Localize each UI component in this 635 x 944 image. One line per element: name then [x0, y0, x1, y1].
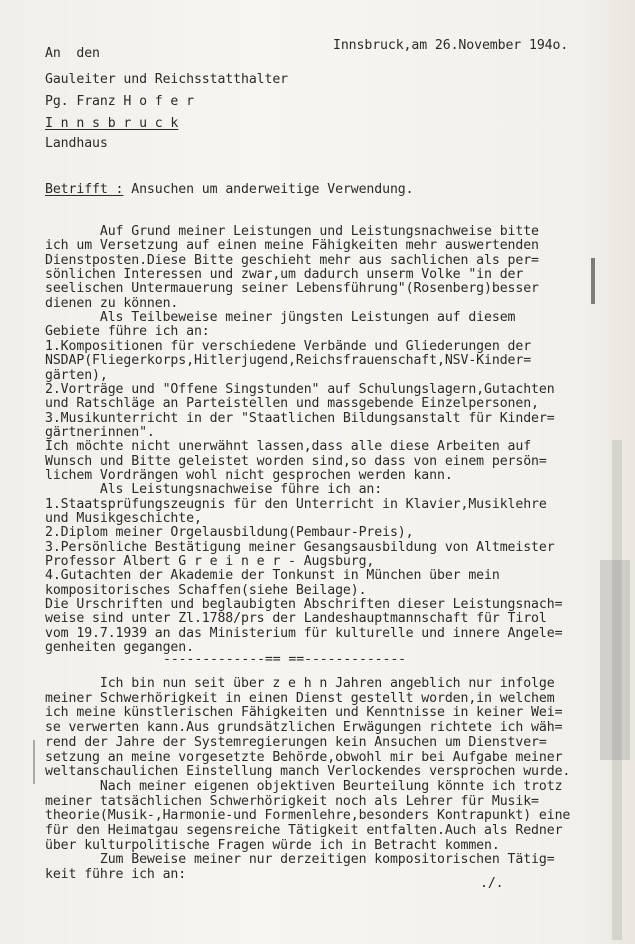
- left-margin-mark: [33, 740, 35, 784]
- body-line: Zum Beweise meiner nur derzeitigen kompositorischen Tätig=: [45, 852, 555, 868]
- body-line: dienen zu können.: [45, 295, 179, 311]
- body-line: Wunsch und Bitte geleistet worden sind,so dass von einem persön=: [45, 453, 547, 469]
- body-line: NSDAP(Fliegerkorps,Hitlerjugend,Reichsfrauenschaft,NSV-Kinder=: [45, 353, 532, 369]
- body-line: meiner Schwerhörigkeit in einen Dienst gestellt worden,in welchem: [45, 690, 555, 706]
- date-line: Innsbruck,am 26.November 194o.: [333, 38, 569, 53]
- body-line: für den Heimatgau segensreiche Tätigkeit entfalten.Auch als Redner: [45, 823, 563, 838]
- body-line: Nach meiner eigenen objektiven Beurteilung könnte ich trotz: [45, 778, 563, 794]
- recipient-city: I n n s b r u c k: [45, 116, 179, 131]
- body-line: ich meine künstlerischen Fähigkeiten und Kenntnisse in keiner Wei=: [45, 705, 563, 721]
- body-line: Die Urschriften und beglaubigten Abschriften dieser Leistungsnach=: [45, 597, 563, 613]
- body-line: Ich möchte nicht unerwähnt lassen,dass alle diese Arbeiten auf: [45, 439, 532, 455]
- body-line: Gebiete führe ich an:: [45, 324, 210, 340]
- body-line: meiner tatsächlichen Schwerhörigkeit noch als Lehrer für Musik=: [45, 793, 539, 809]
- body-line: 1.Kompositionen für verschiedene Verbände und Gliederungen der: [45, 338, 532, 354]
- body-line: se verwerten kann.Aus grundsätzlichen Erwägungen richtete ich wäh=: [45, 720, 563, 736]
- salutation-an: An den: [45, 46, 100, 61]
- body-line: Als Leistungsnachweise führe ich an:: [45, 482, 383, 498]
- recipient-building: Landhaus: [45, 136, 108, 151]
- body-line: Auf Grund meiner Leistungen und Leistungsnachweise bitte: [45, 224, 539, 239]
- body-line: 2.Diplom meiner Orgelausbildung(Pembaur-Preis),: [45, 525, 414, 541]
- subject-text: Ansuchen um anderweitige Verwendung.: [131, 182, 414, 197]
- body-line: sönlichen Interessen und zwar,um dadurch unserm Volke "in der: [45, 267, 524, 283]
- body-line: Professor Albert G r e i n e r - Augsburg,: [45, 554, 375, 570]
- body-line: Ich bin nun seit über z e h n Jahren angeblich nur infolge: [45, 676, 555, 691]
- body-line: seelischen Untermauerung seiner Lebensführung"(Rosenberg)besser: [45, 281, 539, 297]
- body-line: über kulturpolitische Fragen würde ich in Betracht kommen.: [45, 837, 500, 853]
- body-line: 3.Persönliche Bestätigung meiner Gesangsausbildung von Altmeister: [45, 539, 555, 555]
- body-line: setzung an meine vorgesetzte Behörde,obwohl mir bei Aufgabe meiner: [45, 749, 563, 765]
- recipient-name: Pg. Franz H o f e r: [45, 94, 194, 109]
- body-line: 4.Gutachten der Akademie der Tonkunst in München über mein: [45, 568, 500, 584]
- subject-line: [45, 182, 413, 198]
- body-line: keit führe ich an:: [45, 867, 187, 883]
- body-line: Dienstposten.Diese Bitte geschieht mehr aus sachlichen als per=: [45, 252, 539, 268]
- body-line: und Ratschläge an Parteistellen und massgebende Einzelpersonen,: [45, 396, 539, 412]
- body-line: 3.Musikunterricht in der "Staatlichen Bildungsanstalt für Kinder=: [45, 410, 555, 426]
- body-line: kompositorisches Schaffen(siehe Beilage).: [45, 582, 367, 598]
- body-line: 2.Vorträge und "Offene Singstunden" auf Schulungslagern,Gutachten: [45, 381, 555, 397]
- body-line: gärtnerinnen".: [45, 424, 155, 440]
- recipient-title: Gauleiter und Reichsstatthalter: [45, 72, 289, 87]
- separator: -------------== ==-------------: [163, 652, 407, 667]
- body-line: weltanschaulichen Einstellung manch Verlockendes versprochen wurde.: [45, 764, 571, 780]
- body-line: weise sind unter Zl.1788/prs der Landeshauptmannschaft für Tirol: [45, 611, 547, 627]
- body-line: genheiten gegangen.: [45, 640, 194, 656]
- body-line: und Musikgeschichte,: [45, 511, 202, 526]
- body-line: gärten),: [45, 367, 108, 383]
- body-line: Als Teilbeweise meiner jüngsten Leistungen auf diesem: [45, 310, 516, 326]
- subject-label: Betrifft :: [45, 182, 124, 197]
- continuation-mark: ./.: [480, 876, 504, 891]
- body-line: 1.Staatsprüfungszeugnis für den Unterricht in Klavier,Musiklehre: [45, 496, 547, 512]
- body-line: rend der Jahre der Systemregierungen kein Ansuchen um Dienstver=: [45, 734, 547, 750]
- margin-ink-mark: [591, 258, 595, 304]
- scan-edge-shadow: [612, 440, 622, 940]
- body-line: lichem Vordrängen wohl nicht gesprochen werden kann.: [45, 467, 453, 483]
- body-line: vom 19.7.1939 an das Ministerium für kulturelle und innere Angele=: [45, 625, 563, 641]
- body-line: ich um Versetzung auf einen meine Fähigkeiten mehr auswertenden: [45, 238, 539, 254]
- body-line: theorie(Musik-,Harmonie-und Formenlehre,besonders Kontrapunkt) eine: [45, 808, 571, 824]
